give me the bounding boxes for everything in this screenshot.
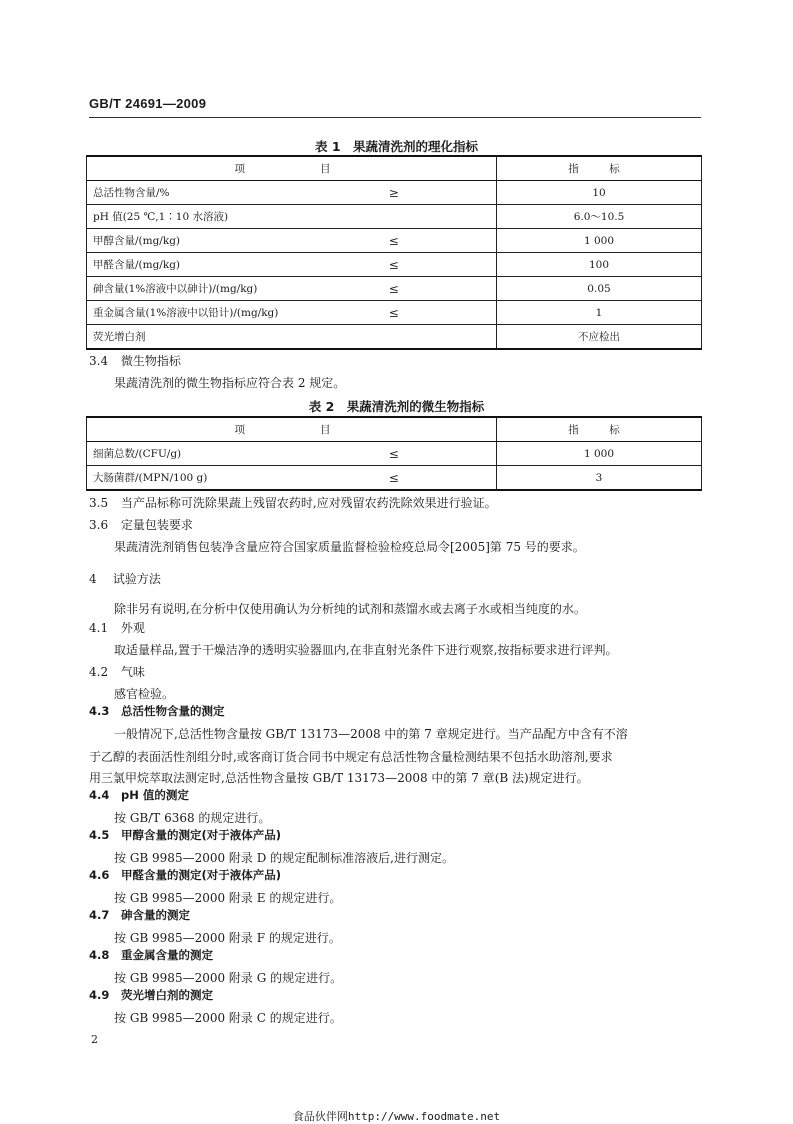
table-cell-item: 甲醛含量/(mg/kg) [87,253,292,277]
section-4-9-heading [89,987,213,1003]
table-cell-value: 0.05 [497,277,702,301]
section-4-2-text: 感官检验。 [114,687,175,701]
table2 [86,416,702,491]
section-4-6-heading [89,867,281,883]
section-4-8-text: 按 GB 9985—2000 附录 G 的规定进行。 [114,971,343,985]
table-cell-value: 6.0～10.5 [497,205,702,229]
section-4-1-heading [89,619,145,636]
section-3-5 [89,494,497,511]
table-row [87,205,702,229]
table-cell-op: ≥ [292,181,497,205]
section-number: 4.5 [89,828,110,842]
table-cell-value: 3 [497,466,702,491]
section-number: 4.9 [89,988,110,1002]
section-title: 甲醛含量的测定(对于液体产品) [121,868,282,882]
table-row [87,466,702,491]
section-title: pH 值的测定 [121,788,189,802]
table-row [87,253,702,277]
table-row [87,442,702,466]
page-number: 2 [91,1033,98,1046]
table1 [86,155,702,350]
table-cell-op [292,325,497,350]
section-3-4-heading [89,352,181,369]
footer-watermark: 食品伙伴网http://www.foodmate.net [292,1110,501,1123]
table-cell-value: 1 000 [497,229,702,253]
table-cell-value: 不应检出 [497,325,702,350]
table-cell-item: 总活性物含量/% [87,181,292,205]
table-cell-item: 细菌总数/(CFU/g) [87,442,292,466]
table2-header-row [87,417,702,442]
section-number: 4.8 [89,948,110,962]
section-4-3-line2: 于乙醇的表面活性剂组分时,或客商订货合同书中规定有总活性物含量检测结果不包括水助溶剂,要求 [89,750,613,764]
table1-caption: 表 1 果蔬清洗剂的理化指标 [314,139,479,154]
header-divider [89,117,701,118]
table-cell-value: 1 000 [497,442,702,466]
table2-caption: 表 2 果蔬清洗剂的微生物指标 [308,399,485,414]
section-4-3-line3: 用三氯甲烷萃取法测定时,总活性物含量按 GB/T 13173—2008 中的第 7 章(B 法)规定进行。 [89,771,589,785]
table1-col-item: 项 目 [87,156,497,181]
section-number: 4 [89,572,97,586]
section-number: 4.7 [89,908,110,922]
section-title: 试验方法 [112,572,161,586]
table-cell-op: ≤ [292,301,497,325]
section-4-5-text: 按 GB 9985—2000 附录 D 的规定配制标准溶液后,进行测定。 [114,851,454,865]
table1-header-row [87,156,702,181]
section-title: 定量包装要求 [120,518,193,532]
table-row [87,181,702,205]
section-4-text: 除非另有说明,在分析中仅使用确认为分析纯的试剂和蒸馏水或去离子水或相当纯度的水。 [114,602,586,616]
section-4-1-text: 取适量样品,置于干燥洁净的透明实验器皿内,在非直射光条件下进行观察,按指标要求进行评判。 [114,643,618,657]
table-cell-item: 荧光增白剂 [87,325,292,350]
table-cell-value: 1 [497,301,702,325]
section-4-5-heading [89,827,281,843]
section-title: 总活性物含量的测定 [121,704,225,718]
section-number: 4.3 [89,704,110,718]
table-row [87,277,702,301]
table-row [87,301,702,325]
table-cell-item: pH 值(25 ℃,1∶10 水溶液) [87,205,292,229]
table-cell-value: 100 [497,253,702,277]
section-title: 重金属含量的测定 [121,948,214,962]
section-number: 3.6 [89,518,109,532]
section-number: 3.5 [89,496,109,510]
section-3-6-text: 果蔬清洗剂销售包装净含量应符合国家质量监督检验检疫总局令[2005]第 75 号的要求。 [114,540,585,554]
table2-col-value: 指 标 [497,417,702,442]
section-4-6-text: 按 GB 9985—2000 附录 E 的规定进行。 [114,891,342,905]
section-title: 微生物指标 [120,354,181,368]
section-4-3-heading [89,703,225,719]
section-4-8-heading [89,947,213,963]
section-number: 4.1 [89,621,109,635]
table-cell-item: 重金属含量(1%溶液中以铅计)/(mg/kg) [87,301,292,325]
table-cell-item: 大肠菌群/(MPN/100 g) [87,466,292,491]
section-title: 气味 [120,665,145,679]
table-cell-item: 砷含量(1%溶液中以砷计)/(mg/kg) [87,277,292,301]
table-cell-op: ≤ [292,442,497,466]
standard-code: GB/T 24691—2009 [89,96,207,111]
section-number: 4.6 [89,868,110,882]
section-4-heading [89,570,161,587]
table-cell-item: 甲醇含量/(mg/kg) [87,229,292,253]
section-title: 甲醇含量的测定(对于液体产品) [121,828,282,842]
section-4-7-heading [89,907,190,923]
section-4-7-text: 按 GB 9985—2000 附录 F 的规定进行。 [114,931,341,945]
section-4-4-heading [89,787,189,803]
section-title: 砷含量的测定 [121,908,191,922]
section-number: 4.4 [89,788,110,802]
table-cell-op [292,205,497,229]
section-text: 当产品标称可洗除果蔬上残留农药时,应对残留农药洗除效果进行验证。 [120,496,497,510]
table2-col-item: 项 目 [87,417,497,442]
table-cell-op: ≤ [292,277,497,301]
table-row [87,325,702,350]
section-number: 3.4 [89,354,109,368]
table-cell-op: ≤ [292,253,497,277]
section-title: 荧光增白剂的测定 [121,988,214,1002]
section-4-3-line1: 一般情况下,总活性物含量按 GB/T 13173—2008 中的第 7 章规定进行。当产品配方中含有不溶 [114,727,628,741]
section-number: 4.2 [89,665,109,679]
section-4-2-heading [89,663,145,680]
section-title: 外观 [120,621,145,635]
table1-col-value: 指 标 [497,156,702,181]
section-4-4-text: 按 GB/T 6368 的规定进行。 [114,811,271,825]
section-4-9-text: 按 GB 9985—2000 附录 C 的规定进行。 [114,1011,342,1025]
section-3-6-heading [89,516,193,533]
table-row [87,229,702,253]
table-cell-value: 10 [497,181,702,205]
table-cell-op: ≤ [292,466,497,491]
table-cell-op: ≤ [292,229,497,253]
section-3-4-text: 果蔬清洗剂的微生物指标应符合表 2 规定。 [114,376,346,390]
